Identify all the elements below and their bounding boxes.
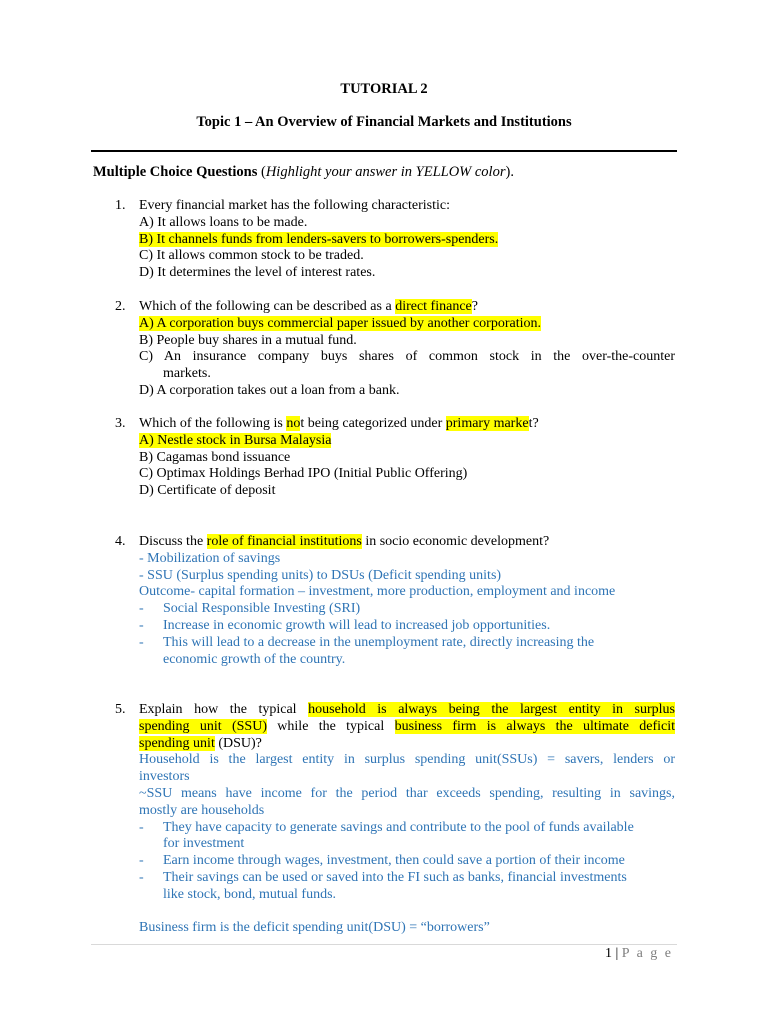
answer-bullet [139, 820, 675, 837]
stem-text: ? [471, 299, 478, 314]
question-number: 1. [115, 198, 126, 213]
bullet-text: Earn income through wages, investment, then could save a portion of their income [163, 853, 625, 869]
answer-closing-line: Business firm is the deficit spending unit(DSU) = “borrowers” [139, 920, 490, 936]
option-a-highlighted-answer: A) A corporation buys commercial paper issued by another corporation. [139, 315, 541, 331]
document-subtitle: Topic 1 – An Overview of Financial Markets and Institutions [196, 114, 572, 130]
stem-highlight: primary marke [445, 416, 529, 431]
stem-text: (DSU)? [214, 735, 262, 751]
option-d: D) Certificate of deposit [139, 483, 276, 499]
question-4 [115, 534, 675, 668]
answer-line: Outcome- capital formation – investment, more production, employment and income [139, 584, 616, 600]
bullet-text: Their savings can be used or saved into the FI such as banks, financial investments [163, 869, 627, 885]
question-stem-line-1 [139, 702, 675, 719]
page-number: 1 [604, 946, 612, 961]
option-b: B) Cagamas bond issuance [139, 449, 291, 465]
question-number: 5. [115, 702, 126, 717]
bullet-dash: - [139, 634, 144, 650]
answer-line: mostly are households [139, 802, 265, 818]
stem-text: in socio economic development? [361, 534, 550, 549]
question-stem [139, 299, 675, 316]
title-divider [91, 150, 677, 152]
question-number: 2. [115, 299, 126, 314]
bullet-text: They have capacity to generate savings and contribute to the pool of funds available [163, 819, 634, 835]
answer-bullet [139, 618, 675, 635]
stem-highlight: direct finance [395, 299, 472, 314]
bullet-text: Increase in economic growth will lead to increased job opportunities. [163, 617, 551, 633]
mcq-heading-open: ( [257, 164, 266, 180]
stem-text: Explain how the typical [139, 702, 309, 717]
footer-separator: | [611, 946, 622, 961]
stem-text: Which of the following is [139, 416, 287, 431]
stem-highlight: household is always being the largest entity in surplus [308, 702, 675, 717]
page-label: P a g e [621, 946, 673, 961]
stem-text: t? [528, 416, 539, 431]
option-b: B) People buy shares in a mutual fund. [139, 332, 357, 348]
answer-line: ~SSU means have income for the period thar exceeds spending, resulting in savings, [139, 785, 675, 801]
answer-line: - SSU (Surplus spending units) to DSUs (Deficit spending units) [139, 567, 502, 583]
option-a: A) It allows loans to be made. [139, 214, 308, 230]
answer-bullet [139, 601, 675, 618]
option-c: C) It allows common stock to be traded. [139, 248, 364, 264]
answer-bullet-continued: like stock, bond, mutual funds. [163, 886, 337, 902]
stem-highlight: role of financial institutions [206, 534, 362, 549]
option-a-highlighted-answer: A) Nestle stock in Bursa Malaysia [139, 432, 332, 448]
stem-text: while the typical [266, 718, 395, 734]
answer-line: - Mobilization of savings [139, 550, 281, 566]
answer-bullet-continued: for investment [163, 836, 245, 852]
stem-text: Which of the following can be described as a [139, 299, 396, 314]
mcq-heading-close: ). [505, 164, 514, 180]
option-d: D) A corporation takes out a loan from a bank. [139, 382, 400, 398]
mcq-heading-instruction: Highlight your answer in YELLOW color [265, 164, 506, 180]
option-c: C) Optimax Holdings Berhad IPO (Initial Public Offering) [139, 466, 468, 482]
option-c-continued: markets. [163, 366, 211, 382]
stem-highlight: spending unit [139, 735, 215, 751]
question-5 [115, 702, 675, 937]
answer-bullet [139, 870, 675, 887]
footer-divider [91, 944, 677, 945]
stem-highlight: business firm is always the ultimate deficit [394, 718, 675, 734]
question-stem [139, 416, 675, 433]
answer-line: Household is the largest entity in surplus spending unit(SSUs) = savers, lenders or [139, 752, 675, 768]
question-stem: Every financial market has the following characteristic: [139, 198, 450, 213]
option-c: C) An insurance company buys shares of common stock in the over-the-counter [139, 349, 675, 365]
mcq-heading [93, 164, 514, 181]
stem-text: Discuss the [139, 534, 207, 549]
answer-bullet [139, 853, 675, 870]
stem-text: t being categorized under [300, 416, 446, 431]
question-2 [115, 299, 675, 400]
bullet-dash: - [139, 601, 144, 617]
bullet-text: This will lead to a decrease in the unemployment rate, directly increasing the [163, 634, 595, 650]
question-number: 3. [115, 416, 126, 431]
option-b-highlighted-answer: B) It channels funds from lenders-savers to borrowers-spenders. [139, 231, 499, 247]
question-1 [115, 198, 675, 282]
question-number: 4. [115, 534, 126, 549]
bullet-dash: - [139, 869, 144, 885]
bullet-dash: - [139, 617, 144, 633]
question-3 [115, 416, 675, 500]
question-stem [139, 534, 675, 551]
answer-bullet [139, 635, 675, 652]
question-stem-line-3 [139, 736, 675, 753]
document-title: TUTORIAL 2 [340, 81, 428, 97]
option-d: D) It determines the level of interest rates. [139, 265, 376, 281]
bullet-text: Social Responsible Investing (SRI) [163, 601, 361, 617]
bullet-dash: - [139, 853, 144, 869]
stem-highlight: spending unit (SSU) [139, 718, 267, 734]
spacer [139, 904, 675, 921]
mcq-heading-label: Multiple Choice Questions [93, 164, 258, 180]
bullet-dash: - [139, 819, 144, 835]
stem-highlight: no [286, 416, 301, 431]
answer-bullet-continued: economic growth of the country. [163, 651, 346, 667]
question-stem-line-2 [139, 719, 675, 736]
answer-line: investors [139, 769, 190, 785]
page-footer [605, 946, 673, 962]
